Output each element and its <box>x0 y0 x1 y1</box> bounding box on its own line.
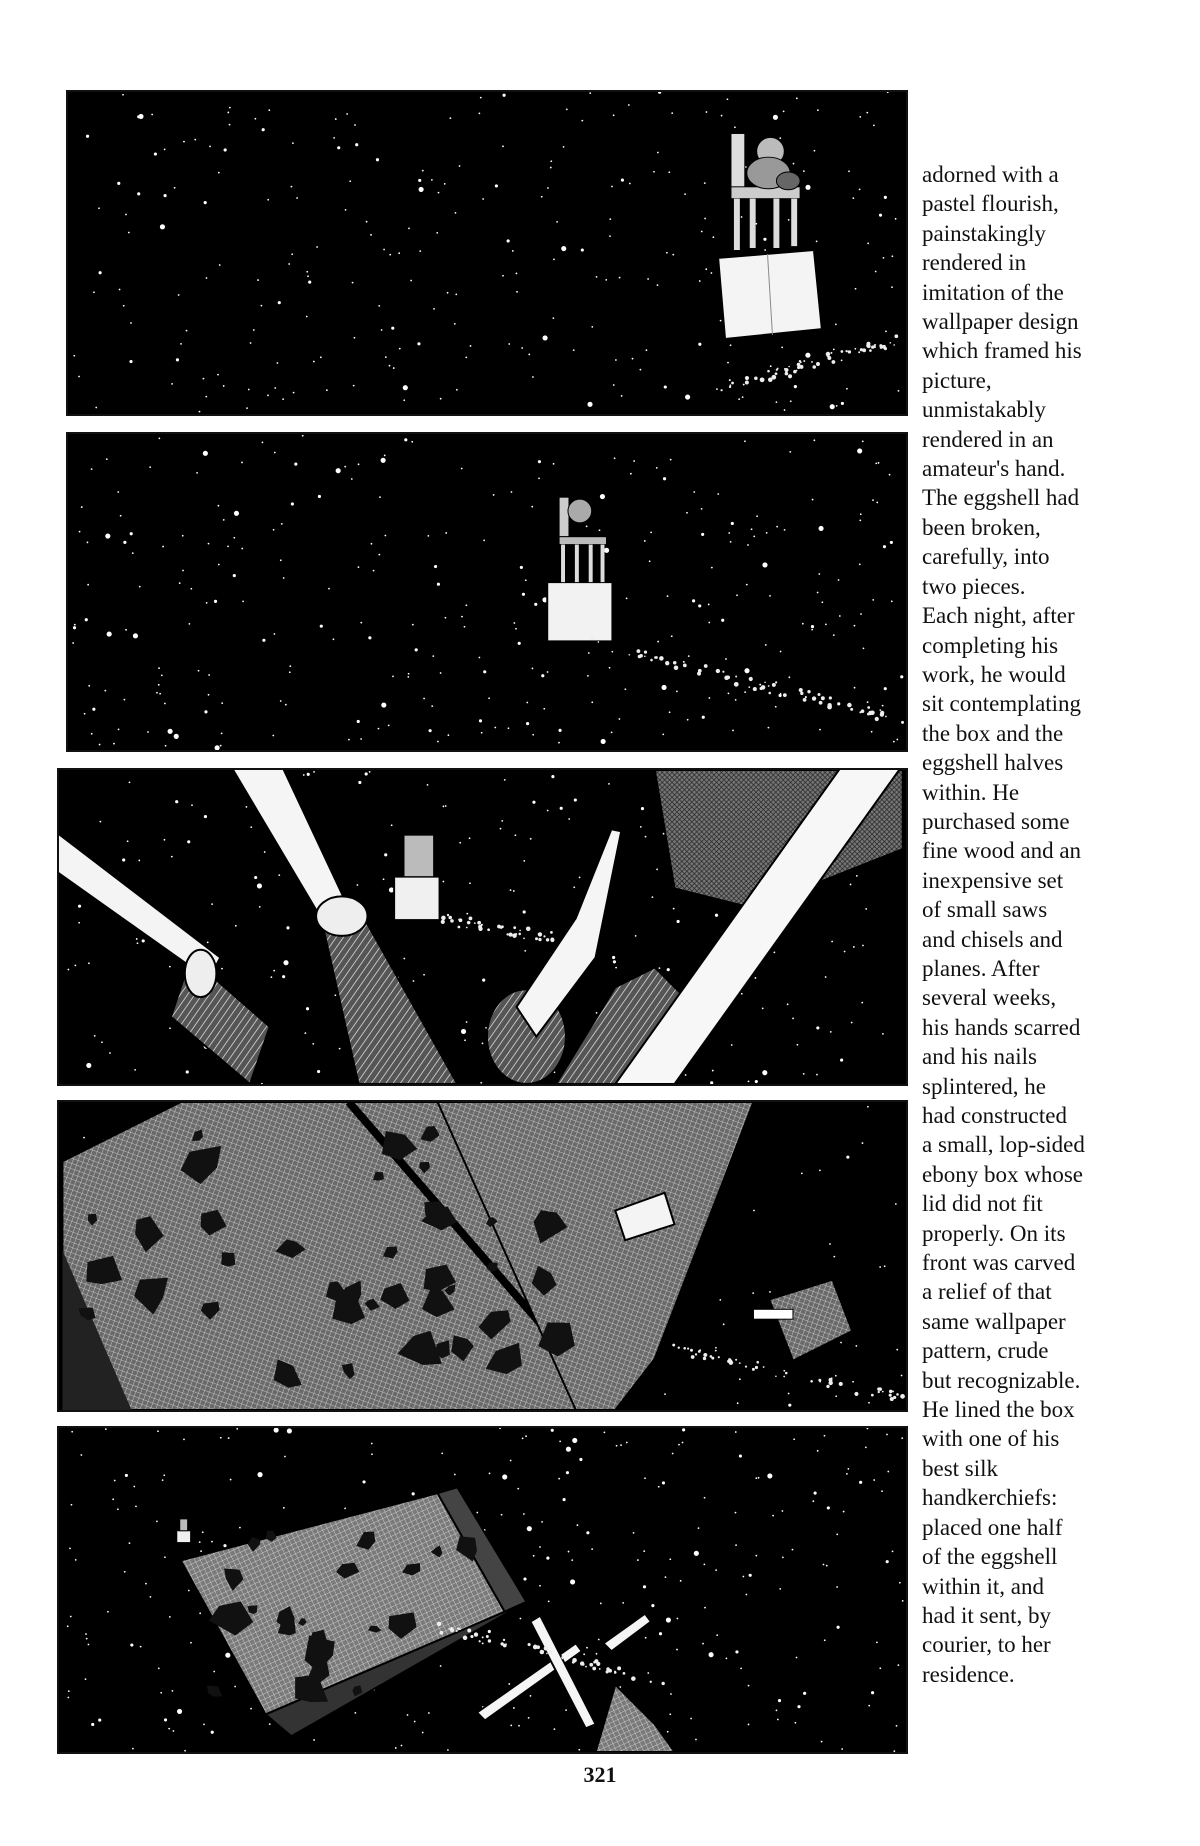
narration-line: his hands scarred <box>922 1014 1081 1040</box>
narration-line: had constructed <box>922 1103 1067 1128</box>
narration-line: a relief of that <box>922 1279 1052 1305</box>
narration-line: amateur's hand. <box>922 456 1066 482</box>
dotted-trail <box>432 914 555 942</box>
narration-line: the box and the <box>922 720 1064 746</box>
narration-line: which framed his <box>922 338 1082 364</box>
comic-panel-2 <box>66 432 908 752</box>
narration-line: fine wood and an <box>922 838 1082 864</box>
cube-pedestal <box>547 582 612 641</box>
seated-figure <box>747 137 800 189</box>
narration-line: picture, <box>922 367 992 393</box>
narration-line: eggshell halves <box>922 750 1064 776</box>
narration-line: inexpensive set <box>922 867 1064 893</box>
narration-line: work, he would <box>922 661 1066 687</box>
floating-instruments <box>477 1614 675 1752</box>
narration-line: but recognizable. <box>922 1367 1081 1393</box>
narration-line: courier, to her <box>922 1632 1051 1658</box>
narration-line: placed one half <box>922 1514 1063 1540</box>
comic-panel-3 <box>57 768 908 1086</box>
panel-2-artwork <box>68 434 906 750</box>
narration-line: imitation of the <box>922 279 1064 305</box>
giant-hand-right <box>487 770 903 1084</box>
narration-line: planes. After <box>922 955 1040 981</box>
narration-line: front was carved <box>922 1250 1076 1276</box>
narration-line: sit contemplating <box>922 691 1082 717</box>
narration-line: several weeks, <box>922 985 1057 1011</box>
narration-line: He lined the box <box>922 1397 1075 1423</box>
comic-panel-1 <box>66 90 908 416</box>
narration-line: unmistakably <box>922 397 1046 423</box>
panel-5-artwork <box>59 1428 906 1752</box>
narration-line: properly. On its <box>922 1220 1066 1246</box>
narration-line: completing his <box>922 632 1059 658</box>
comic-panel-5 <box>57 1426 908 1754</box>
narration-line: residence. <box>922 1661 1015 1687</box>
narration-line: carefully, into <box>922 544 1050 570</box>
dotted-trail <box>720 334 906 391</box>
narration-line: best silk <box>922 1455 999 1481</box>
narration-line: within it, and <box>922 1573 1045 1599</box>
narration-line: splintered, he <box>922 1073 1046 1099</box>
narration-line: The eggshell had <box>922 485 1080 511</box>
narration-line: painstakingly <box>922 220 1046 246</box>
dotted-trail <box>672 1344 905 1402</box>
panel-4-artwork <box>59 1102 906 1410</box>
narration-line: pastel flourish, <box>922 191 1059 217</box>
dotted-trail <box>590 635 904 724</box>
narration-line: had it sent, by <box>922 1602 1052 1628</box>
narration-line: same wallpaper <box>922 1308 1066 1334</box>
narration-line: adorned with a <box>922 162 1059 187</box>
narration-line: been broken, <box>922 514 1041 540</box>
comic-panel-4 <box>57 1100 908 1412</box>
narration-line: and chisels and <box>922 926 1063 952</box>
narration-line: with one of his <box>922 1426 1060 1452</box>
narration-line: pattern, crude <box>922 1338 1049 1364</box>
narration-line: lid did not fit <box>922 1191 1043 1217</box>
narration-line: a small, lop-sided <box>922 1132 1085 1158</box>
narration-line: of the eggshell <box>922 1544 1058 1570</box>
small-distant-cube <box>177 1519 191 1543</box>
cube-with-figure <box>394 835 439 920</box>
cube-pedestal <box>718 250 822 339</box>
panel-3-artwork <box>59 770 906 1084</box>
narration-line: two pieces. <box>922 573 1026 599</box>
chair-with-figure <box>559 497 606 582</box>
narration-line: Each night, after <box>922 603 1075 629</box>
starfield <box>72 435 903 750</box>
narration-line: rendered in <box>922 250 1027 276</box>
narration-line: of small saws <box>922 897 1048 923</box>
narration-text <box>922 160 1192 1689</box>
narration-line: wallpaper design <box>922 309 1079 335</box>
page-number: 321 <box>583 1762 617 1787</box>
narration-line: and his nails <box>922 1044 1037 1070</box>
narration-line: within. He <box>922 779 1020 805</box>
giant-arm-left <box>59 829 270 1084</box>
panel-1-artwork <box>68 92 906 414</box>
narration-line: purchased some <box>922 808 1070 834</box>
narration-line: rendered in an <box>922 426 1054 452</box>
narration-line: handkerchiefs: <box>922 1485 1058 1511</box>
narration-line: ebony box whose <box>922 1161 1083 1187</box>
